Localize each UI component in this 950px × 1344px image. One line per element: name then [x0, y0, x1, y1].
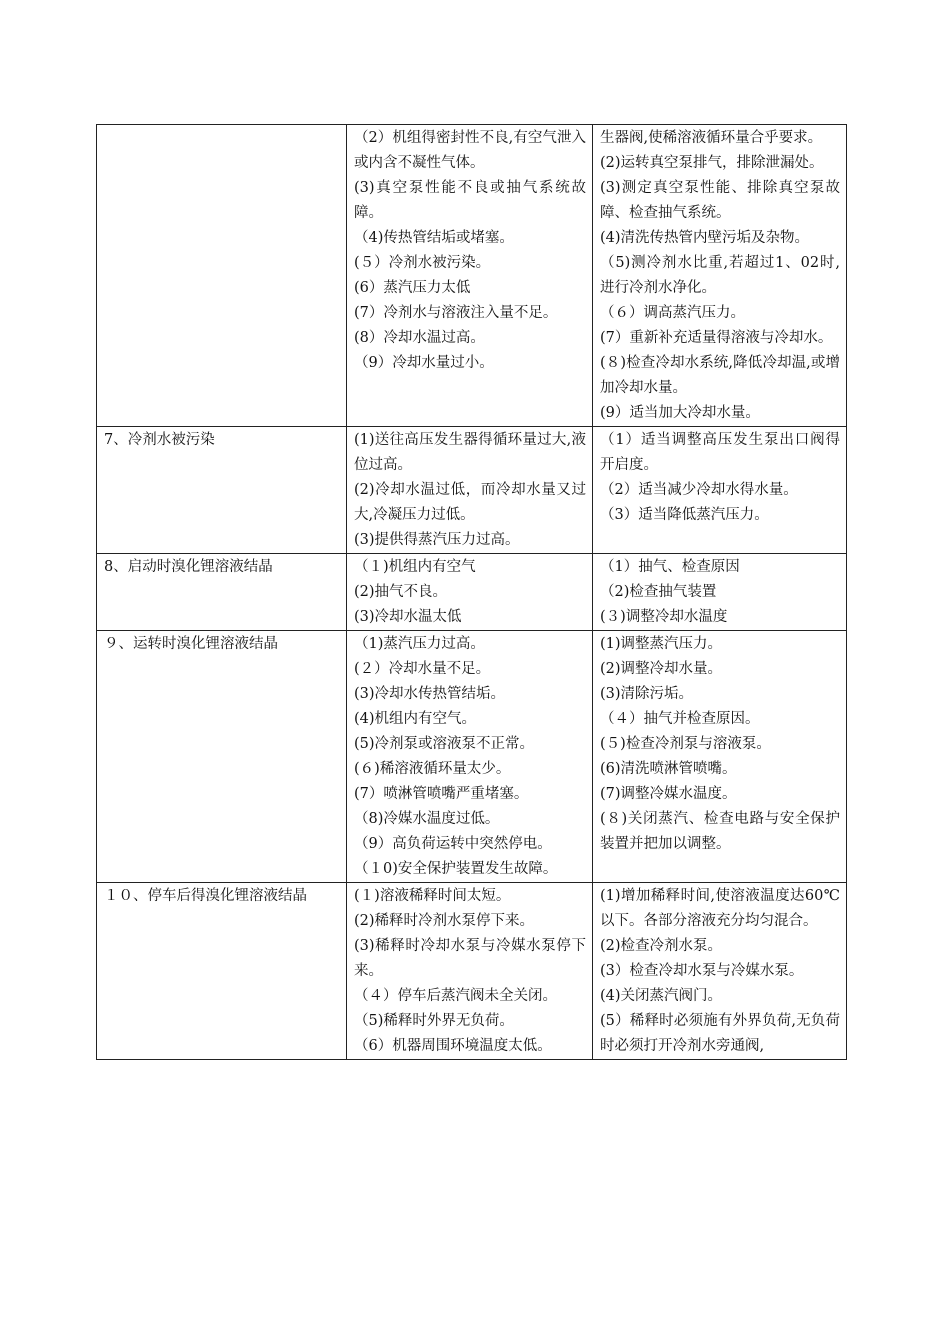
- cause-item: （5)稀释时外界无负荷。: [354, 1013, 514, 1029]
- remedy-cell: [593, 554, 847, 631]
- fault-cell: [97, 125, 347, 427]
- cause-item: （6）机器周围环境温度太低。: [354, 1038, 552, 1054]
- remedy-item: (3)清除污垢。: [600, 686, 694, 702]
- table-row: [97, 554, 847, 631]
- cause-item: （１0)安全保护装置发生故障。: [354, 861, 558, 877]
- fault-title: １０、停车后得溴化锂溶液结晶: [104, 888, 307, 904]
- fault-title: 8、启动时溴化锂溶液结晶: [104, 559, 273, 575]
- remedy-item: (1)调整蒸汽压力。: [600, 636, 723, 652]
- remedy-item: (８)检查冷却水系统,降低冷却温,或增加冷却水量。: [600, 355, 840, 396]
- cause-item: （9）冷却水量过小。: [354, 355, 494, 371]
- remedy-item: (８)关闭蒸汽、检查电路与安全保护装置并把加以调整。: [600, 811, 840, 852]
- remedy-item: （2）适当减少冷却水得水量。: [600, 482, 798, 498]
- cause-cell: [347, 554, 593, 631]
- cause-item: (4)机组内有空气。: [354, 711, 477, 727]
- fault-cell: [97, 883, 347, 1060]
- table-row: [97, 125, 847, 427]
- fault-cell: [97, 554, 347, 631]
- cause-cell: [347, 883, 593, 1060]
- remedy-item: (6)清洗喷淋管喷嘴。: [600, 761, 737, 777]
- remedy-item: (9）适当加大冷却水量。: [600, 405, 760, 421]
- remedy-item: （3）适当降低蒸汽压力。: [600, 507, 769, 523]
- table-row: [97, 631, 847, 883]
- cause-item: （8)冷媒水温度过低。: [354, 811, 500, 827]
- cause-item: (6）蒸汽压力太低: [354, 280, 471, 296]
- cause-item: (2)稀释时冷剂水泵停下来。: [354, 913, 535, 929]
- cause-item: （4)传热管结垢或堵塞。: [354, 230, 514, 246]
- remedy-item: (4)关闭蒸汽阀门。: [600, 988, 723, 1004]
- cause-item: (２）冷却水量不足。: [354, 661, 491, 677]
- remedy-cell: [593, 427, 847, 554]
- remedy-item: (3）检查冷却水泵与冷媒水泵。: [600, 963, 804, 979]
- table-row: [97, 427, 847, 554]
- fault-table-body: [97, 125, 847, 1060]
- remedy-item: (５)检查冷剂泵与溶液泵。: [600, 736, 771, 752]
- remedy-item: (2)调整冷却水量。: [600, 661, 723, 677]
- remedy-item: (7)调整冷媒水温度。: [600, 786, 737, 802]
- remedy-item: (2)运转真空泵排气，排除泄漏处。: [600, 155, 824, 171]
- remedy-item: （5)测冷剂水比重,若超过1、02时,进行冷剂水净化。: [600, 255, 840, 296]
- cause-item: (3)冷却水温太低: [354, 609, 462, 625]
- remedy-item: （1）抽气、检查原因: [600, 559, 740, 575]
- cause-item: (3)稀释时冷却水泵与冷媒水泵停下来。: [354, 938, 586, 979]
- remedy-item: (３)调整冷却水温度: [600, 609, 728, 625]
- remedy-cell: [593, 125, 847, 427]
- cause-item: (2)冷却水温过低，而冷却水量又过大,冷凝压力过低。: [354, 482, 586, 523]
- cause-item: （４）停车后蒸汽阀未全关闭。: [354, 988, 557, 1004]
- remedy-item: （2)检查抽气装置: [600, 584, 717, 600]
- cause-item: （2）机组得密封性不良,有空气泄入或内含不凝性气体。: [354, 130, 586, 171]
- cause-item: (６)稀溶液循环量太少。: [354, 761, 511, 777]
- cause-item: (１)溶液稀释时间太短。: [354, 888, 511, 904]
- cause-item: (５）冷剂水被污染。: [354, 255, 491, 271]
- cause-item: (7）冷剂水与溶液注入量不足。: [354, 305, 558, 321]
- cause-item: (7）喷淋管喷嘴严重堵塞。: [354, 786, 529, 802]
- table-row: [97, 883, 847, 1060]
- fault-title: ９、运转时溴化锂溶液结晶: [104, 636, 278, 652]
- cause-item: （１)机组内有空气: [354, 559, 476, 575]
- cause-item: (1)送往高压发生器得循环量过大,液位过高。: [354, 432, 586, 473]
- remedy-item: (4)清洗传热管内壁污垢及杂物。: [600, 230, 810, 246]
- remedy-item: (1)增加稀释时间,使溶液温度达60℃以下。各部分溶液充分均匀混合。: [600, 888, 840, 929]
- cause-cell: [347, 125, 593, 427]
- cause-item: （1)蒸汽压力过高。: [354, 636, 485, 652]
- cause-item: (2)抽气不良。: [354, 584, 448, 600]
- remedy-item: (7）重新补充适量得溶液与冷却水。: [600, 330, 833, 346]
- cause-cell: [347, 427, 593, 554]
- remedy-cell: [593, 631, 847, 883]
- fault-cell: [97, 631, 347, 883]
- fault-table: [96, 124, 847, 1060]
- cause-item: (8）冷却水温过高。: [354, 330, 485, 346]
- cause-item: (3)真空泵性能不良或抽气系统故障。: [354, 180, 586, 221]
- remedy-cell: [593, 883, 847, 1060]
- remedy-item: 生器阀,使稀溶液循环量合乎要求。: [600, 130, 823, 146]
- remedy-item: (2)检查冷剂水泵。: [600, 938, 723, 954]
- cause-item: (3)提供得蒸汽压力过高。: [354, 532, 520, 548]
- remedy-item: （６）调高蒸汽压力。: [600, 305, 745, 321]
- cause-item: (5)冷剂泵或溶液泵不正常。: [354, 736, 535, 752]
- remedy-item: (3)测定真空泵性能、排除真空泵故障、检查抽气系统。: [600, 180, 840, 221]
- cause-item: （9）高负荷运转中突然停电。: [354, 836, 552, 852]
- fault-title: 7、冷剂水被污染: [104, 432, 215, 448]
- remedy-item: （1）适当调整高压发生泵出口阀得开启度。: [600, 432, 840, 473]
- fault-cell: [97, 427, 347, 554]
- remedy-item: (5）稀释时必须施有外界负荷,无负荷时必须打开冷剂水旁通阀,: [600, 1013, 840, 1054]
- cause-item: (3)冷却水传热管结垢。: [354, 686, 506, 702]
- cause-cell: [347, 631, 593, 883]
- remedy-item: （４）抽气并检查原因。: [600, 711, 760, 727]
